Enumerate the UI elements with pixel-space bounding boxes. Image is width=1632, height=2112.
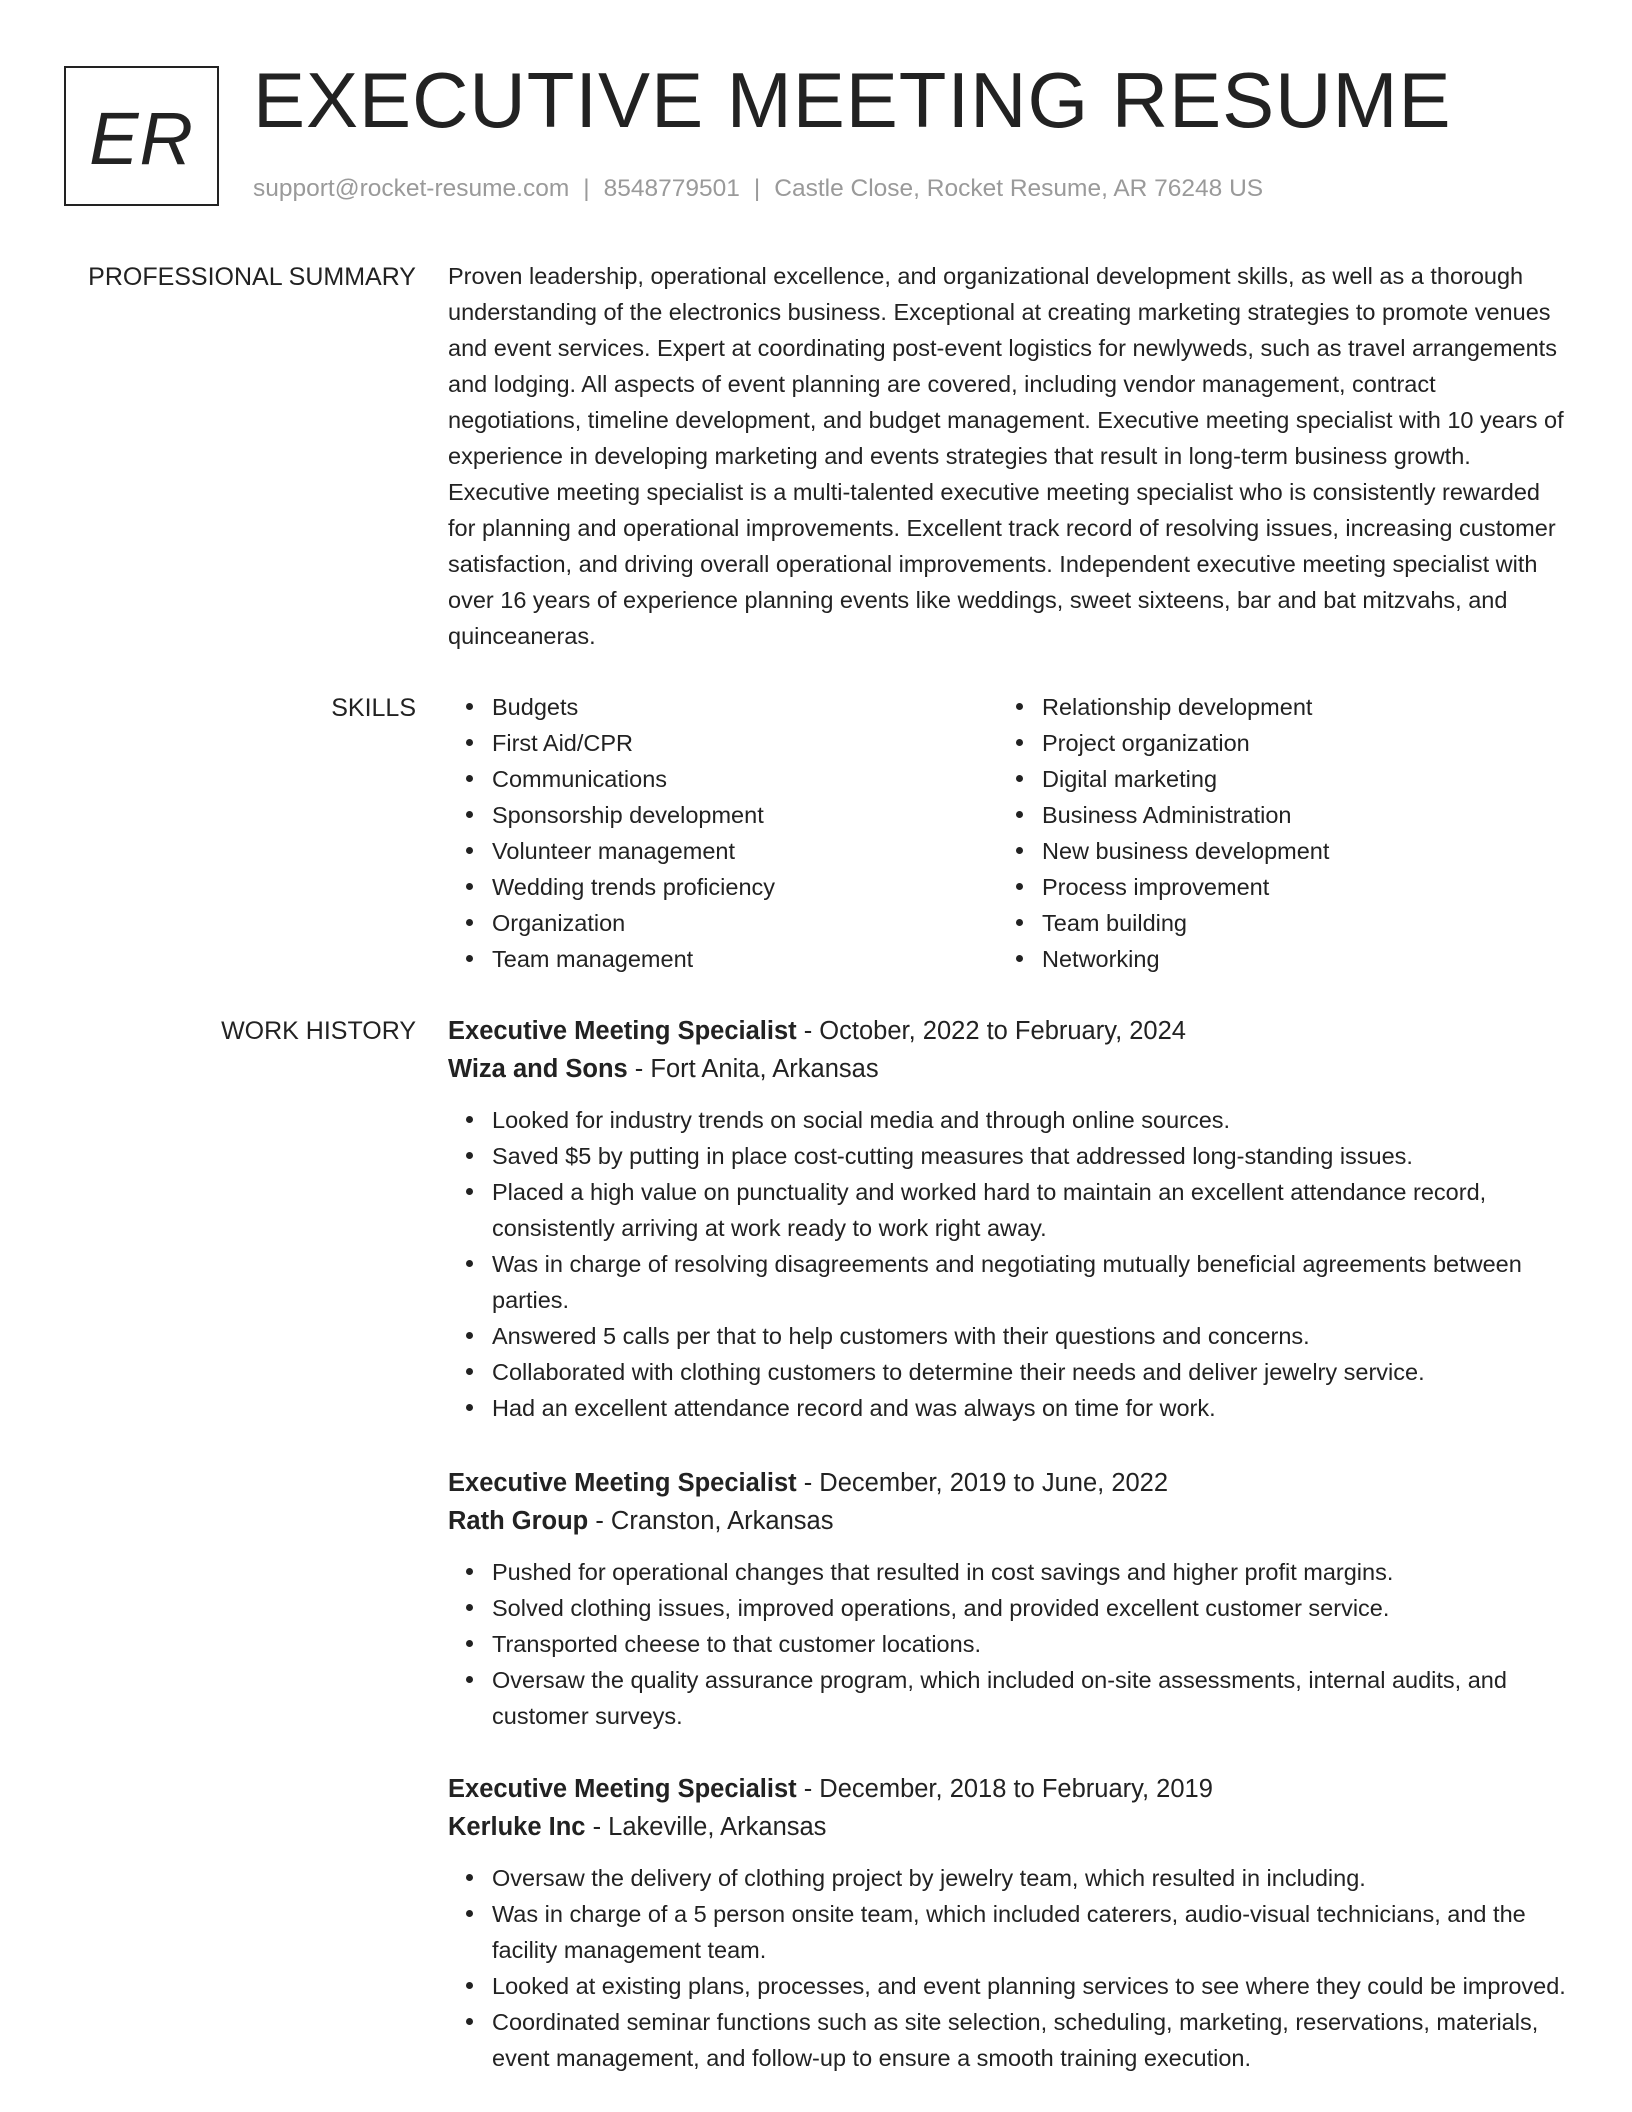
monogram-initials: ER	[89, 96, 194, 180]
job-location: - Fort Anita, Arkansas	[627, 1055, 879, 1083]
job-bullet: Was in charge of resolving disagreements and negotiating mutually beneficial agreements between parties.	[492, 1246, 1566, 1318]
skill-item: Team building	[1042, 905, 1548, 941]
job-bullet: Transported cheese to that customer locations.	[492, 1626, 1566, 1662]
job-bullet: Coordinated seminar functions such as site selection, scheduling, marketing, reservations, materials, event management, and follow-up to ensure a smooth training execution.	[492, 2004, 1566, 2076]
skill-item: First Aid/CPR	[492, 725, 998, 761]
job-bullet: Collaborated with clothing customers to determine their needs and deliver jewelry service.	[492, 1354, 1566, 1390]
job-title-line	[448, 1012, 1566, 1050]
job-bullet: Saved $5 by putting in place cost-cutting measures that addressed long-standing issues.	[492, 1138, 1566, 1174]
job-company: Kerluke Inc	[448, 1813, 586, 1841]
job-entry	[448, 1770, 1566, 2076]
job-entry	[448, 1464, 1566, 1734]
job-bullet-list	[448, 1102, 1566, 1426]
contact-phone: 8548779501	[603, 175, 740, 202]
job-entry	[448, 1012, 1566, 1426]
job-company-line	[448, 1808, 1566, 1846]
resume-title: EXECUTIVE MEETING RESUME	[253, 56, 1452, 144]
job-company: Wiza and Sons	[448, 1055, 628, 1083]
skill-item: Project organization	[1042, 725, 1548, 761]
skill-item: Digital marketing	[1042, 761, 1548, 797]
job-bullet: Looked for industry trends on social media and through online sources.	[492, 1102, 1566, 1138]
skill-item: Networking	[1042, 941, 1548, 977]
job-bullet: Placed a high value on punctuality and worked hard to maintain an excellent attendance record, consistently arriving at work ready to work right away.	[492, 1174, 1566, 1246]
job-bullet: Oversaw the delivery of clothing project by jewelry team, which resulted in including.	[492, 1860, 1566, 1896]
skill-item: Wedding trends proficiency	[492, 869, 998, 905]
job-title: Executive Meeting Specialist	[448, 1469, 797, 1497]
skill-item: Organization	[492, 905, 998, 941]
contact-separator: |	[753, 175, 761, 202]
job-company-line	[448, 1050, 1566, 1088]
job-bullet: Had an excellent attendance record and was always on time for work.	[492, 1390, 1566, 1426]
summary-section	[448, 258, 1566, 654]
job-title: Executive Meeting Specialist	[448, 1775, 797, 1803]
job-bullet: Was in charge of a 5 person onsite team, which included caterers, audio-visual technicians, and the facility management team.	[492, 1896, 1566, 1968]
contact-email: support@rocket-resume.com	[253, 175, 570, 202]
job-company-line	[448, 1502, 1566, 1540]
job-company: Rath Group	[448, 1507, 589, 1535]
job-bullet-list	[448, 1554, 1566, 1734]
job-bullet: Looked at existing plans, processes, and event planning services to see where they could be improved.	[492, 1968, 1566, 2004]
monogram-box	[64, 66, 219, 206]
job-title-line	[448, 1770, 1566, 1808]
section-label-skills: SKILLS	[331, 694, 416, 722]
job-bullet: Answered 5 calls per that to help customers with their questions and concerns.	[492, 1318, 1566, 1354]
job-dates: - December, 2018 to February, 2019	[796, 1775, 1213, 1803]
skill-item: Business Administration	[1042, 797, 1548, 833]
skills-list-right	[998, 689, 1548, 977]
skills-grid	[448, 689, 1566, 977]
skill-item: New business development	[1042, 833, 1548, 869]
job-location: - Lakeville, Arkansas	[585, 1813, 827, 1841]
job-location: - Cranston, Arkansas	[588, 1507, 834, 1535]
job-title: Executive Meeting Specialist	[448, 1017, 797, 1045]
job-bullet: Solved clothing issues, improved operations, and provided excellent customer service.	[492, 1590, 1566, 1626]
job-bullet: Oversaw the quality assurance program, which included on-site assessments, internal audits, and customer surveys.	[492, 1662, 1566, 1734]
skill-item: Volunteer management	[492, 833, 998, 869]
contact-address: Castle Close, Rocket Resume, AR 76248 US	[774, 175, 1264, 202]
job-dates: - December, 2019 to June, 2022	[796, 1469, 1169, 1497]
skills-list-left	[448, 689, 998, 977]
section-label-summary: PROFESSIONAL SUMMARY	[88, 263, 416, 291]
skill-item: Relationship development	[1042, 689, 1548, 725]
job-bullet: Pushed for operational changes that resulted in cost savings and higher profit margins.	[492, 1554, 1566, 1590]
summary-text: Proven leadership, operational excellence, and organizational development skills, as well as a thorough understanding of the electronics business. Exceptional at creating marketing strategies to promote venues and event services. Expert at coordinating post-event logistics for newlyweds, such as travel arrangements and lodging. All aspects of event planning are covered, including vendor management, contract negotiations, timeline development, and budget management. Executive meeting specialist with 10 years of experience in developing marketing and events strategies that result in long-term business growth. Executive meeting specialist is a multi-talented executive meeting specialist who is consistently rewarded for planning and operational improvements. Excellent track record of resolving issues, increasing customer satisfaction, and driving overall operational improvements. Independent executive meeting specialist with over 16 years of experience planning events like weddings, sweet sixteens, bar and bat mitzvahs, and quinceaneras.	[448, 263, 1564, 649]
skill-item: Communications	[492, 761, 998, 797]
skills-section	[448, 689, 1566, 977]
skill-item: Team management	[492, 941, 998, 977]
job-dates: - October, 2022 to February, 2024	[796, 1017, 1186, 1045]
job-title-line	[448, 1464, 1566, 1502]
skill-item: Sponsorship development	[492, 797, 998, 833]
section-label-work-history: WORK HISTORY	[221, 1017, 416, 1045]
skill-item: Process improvement	[1042, 869, 1548, 905]
job-bullet-list	[448, 1860, 1566, 2076]
skill-item: Budgets	[492, 689, 998, 725]
contact-separator: |	[583, 175, 590, 202]
contact-line	[253, 174, 1263, 203]
